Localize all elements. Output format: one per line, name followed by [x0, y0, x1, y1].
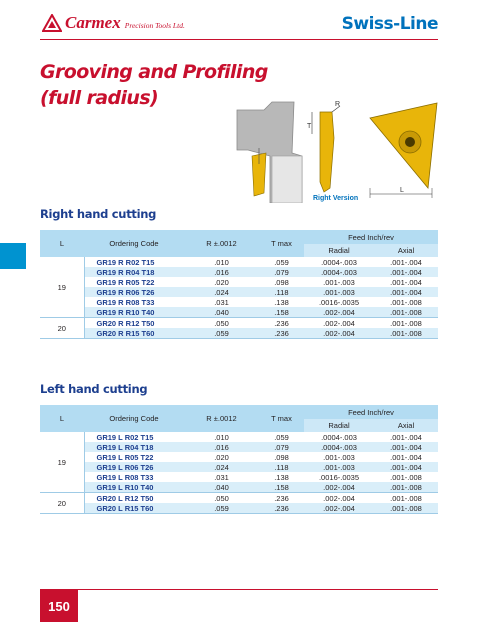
- length-cell: 19: [40, 432, 84, 493]
- header-r: R ±.0012: [184, 405, 259, 432]
- header-axial: Axial: [374, 244, 438, 257]
- ordering-code-cell: GR19 L R05 T22: [96, 452, 154, 462]
- feed-axial-cell: .001-.004: [390, 257, 422, 267]
- t-max-cell: .118: [259, 287, 304, 297]
- table-row: [40, 493, 438, 504]
- ordering-code-cell: GR20 L R15 T60: [84, 503, 184, 514]
- feed-axial-cell: .001-.008: [374, 482, 438, 493]
- ordering-code-cell: GR19 R R02 T15: [96, 257, 155, 267]
- right-version-label: Right Version: [313, 195, 359, 202]
- t-max-cell: .236: [274, 318, 289, 328]
- feed-axial-cell: .001-.008: [374, 307, 438, 318]
- radius-cell: .040: [184, 482, 259, 493]
- feed-radial-cell: .002-.004: [304, 307, 374, 318]
- radius-cell: .020: [214, 277, 229, 287]
- t-max-cell: .079: [259, 267, 304, 277]
- feed-radial-cell: .001-.003: [323, 452, 355, 462]
- t-max-cell: .118: [259, 462, 304, 472]
- header-t: T max: [259, 405, 304, 432]
- left-hand-table: [40, 405, 438, 514]
- t-max-cell: .236: [274, 493, 289, 503]
- t-max-cell: .138: [274, 297, 289, 307]
- feed-radial-cell: .0004-.003: [321, 257, 357, 267]
- tool-holder-drawing: [237, 102, 302, 203]
- tool-illustration: [232, 98, 442, 203]
- header-code: Ordering Code: [84, 405, 184, 432]
- header-feed: Feed Inch/rev: [304, 405, 438, 419]
- radius-cell: .031: [214, 297, 229, 307]
- feed-radial-cell: .0016-.0035: [318, 472, 360, 482]
- feed-radial-cell: .002-.004: [323, 318, 355, 328]
- feed-radial-cell: .001-.003: [304, 462, 374, 472]
- feed-axial-cell: .001-.004: [390, 452, 422, 462]
- header-radial: Radial: [304, 244, 374, 257]
- brand-name: Carmex: [65, 13, 121, 32]
- brand-subtitle: Precision Tools Ltd.: [124, 21, 185, 30]
- header-l: L: [40, 405, 84, 432]
- t-max-cell: .158: [259, 482, 304, 493]
- radius-cell: .016: [184, 267, 259, 277]
- table-row: [40, 432, 438, 442]
- feed-axial-cell: .001-.008: [374, 503, 438, 514]
- feed-radial-cell: .002-.004: [323, 493, 355, 503]
- t-max-cell: .079: [259, 442, 304, 452]
- ordering-code-cell: GR20 R R12 T50: [96, 318, 155, 328]
- feed-axial-cell: .001-.004: [374, 442, 438, 452]
- table-row: [40, 257, 438, 267]
- header-axial: Axial: [374, 419, 438, 432]
- table-row: [40, 462, 438, 472]
- footer-rule: [40, 589, 438, 590]
- right-hand-table: [40, 230, 438, 339]
- table-row: [40, 297, 438, 307]
- radius-cell: .059: [184, 503, 259, 514]
- right-hand-heading: Right hand cutting: [40, 207, 157, 221]
- carmex-logo: [42, 14, 185, 32]
- feed-radial-cell: .0004-.003: [304, 442, 374, 452]
- feed-axial-cell: .001-.004: [390, 432, 422, 442]
- length-cell: 20: [40, 493, 84, 514]
- ordering-code-cell: GR19 R R10 T40: [84, 307, 184, 318]
- left-hand-heading: Left hand cutting: [40, 382, 148, 396]
- t-max-cell: .059: [274, 257, 289, 267]
- header-r: R ±.0012: [184, 230, 259, 257]
- ordering-code-cell: GR19 L R02 T15: [96, 432, 154, 442]
- dim-l-label: L: [400, 187, 404, 194]
- table-row: [40, 328, 438, 339]
- length-cell: 19: [40, 257, 84, 318]
- table-row: [40, 452, 438, 462]
- t-max-cell: .236: [259, 328, 304, 339]
- header-feed: Feed Inch/rev: [304, 230, 438, 244]
- page-number: 150: [40, 590, 78, 622]
- t-max-cell: .098: [274, 277, 289, 287]
- feed-radial-cell: .0004-.003: [304, 267, 374, 277]
- header-l: L: [40, 230, 84, 257]
- table-row: [40, 307, 438, 318]
- header-rule: [40, 39, 438, 40]
- t-max-cell: .059: [274, 432, 289, 442]
- ordering-code-cell: GR19 R R08 T33: [96, 297, 155, 307]
- t-max-cell: .098: [274, 452, 289, 462]
- radius-cell: .010: [214, 432, 229, 442]
- ordering-code-cell: GR19 L R06 T26: [84, 462, 184, 472]
- carmex-emblem-icon: [42, 14, 62, 32]
- feed-radial-cell: .002-.004: [304, 503, 374, 514]
- dim-r-label: R: [335, 101, 341, 108]
- feed-radial-cell: .001-.003: [304, 287, 374, 297]
- table-row: [40, 287, 438, 297]
- radius-cell: .050: [214, 493, 229, 503]
- feed-radial-cell: .002-.004: [304, 482, 374, 493]
- insert-top-drawing: [370, 103, 437, 198]
- radius-cell: .059: [184, 328, 259, 339]
- feed-axial-cell: .001-.008: [390, 472, 422, 482]
- t-max-cell: .236: [259, 503, 304, 514]
- radius-cell: .040: [184, 307, 259, 318]
- t-max-cell: .138: [274, 472, 289, 482]
- table-row: [40, 503, 438, 514]
- table-row: [40, 277, 438, 287]
- ordering-code-cell: GR19 R R05 T22: [96, 277, 155, 287]
- header-radial: Radial: [304, 419, 374, 432]
- feed-axial-cell: .001-.004: [374, 462, 438, 472]
- ordering-code-cell: GR20 R R15 T60: [84, 328, 184, 339]
- feed-axial-cell: .001-.008: [390, 493, 422, 503]
- ordering-code-cell: GR19 R R04 T18: [84, 267, 184, 277]
- feed-axial-cell: .001-.004: [390, 277, 422, 287]
- table-row: [40, 472, 438, 482]
- title-line-1: Grooving and Profiling: [40, 61, 268, 83]
- feed-axial-cell: .001-.008: [374, 328, 438, 339]
- ordering-code-cell: GR20 L R12 T50: [96, 493, 154, 503]
- feed-axial-cell: .001-.008: [390, 318, 422, 328]
- ordering-code-cell: GR19 L R10 T40: [84, 482, 184, 493]
- table-row: [40, 482, 438, 493]
- ordering-code-cell: GR19 L R04 T18: [84, 442, 184, 452]
- feed-axial-cell: .001-.004: [374, 287, 438, 297]
- table-row: [40, 442, 438, 452]
- feed-axial-cell: .001-.008: [390, 297, 422, 307]
- series-name: Swiss-Line: [341, 14, 438, 34]
- radius-cell: .020: [214, 452, 229, 462]
- ordering-code-cell: GR19 R R06 T26: [84, 287, 184, 297]
- header-t: T max: [259, 230, 304, 257]
- feed-radial-cell: .0004-.003: [321, 432, 357, 442]
- radius-cell: .024: [184, 462, 259, 472]
- ordering-code-cell: GR19 L R08 T33: [96, 472, 154, 482]
- title-line-2: (full radius): [40, 87, 159, 109]
- feed-radial-cell: .002-.004: [304, 328, 374, 339]
- radius-cell: .024: [184, 287, 259, 297]
- feed-axial-cell: .001-.004: [374, 267, 438, 277]
- t-max-cell: .158: [259, 307, 304, 318]
- header-code: Ordering Code: [84, 230, 184, 257]
- table-row: [40, 267, 438, 277]
- radius-cell: .031: [214, 472, 229, 482]
- radius-cell: .050: [214, 318, 229, 328]
- feed-radial-cell: .0016-.0035: [318, 297, 360, 307]
- dim-t-label: T: [307, 123, 312, 130]
- feed-radial-cell: .001-.003: [323, 277, 355, 287]
- radius-cell: .016: [184, 442, 259, 452]
- insert-profile-drawing: [307, 101, 340, 192]
- radius-cell: .010: [214, 257, 229, 267]
- length-cell: 20: [40, 318, 84, 339]
- side-tab-marker: [0, 243, 26, 269]
- table-row: [40, 318, 438, 329]
